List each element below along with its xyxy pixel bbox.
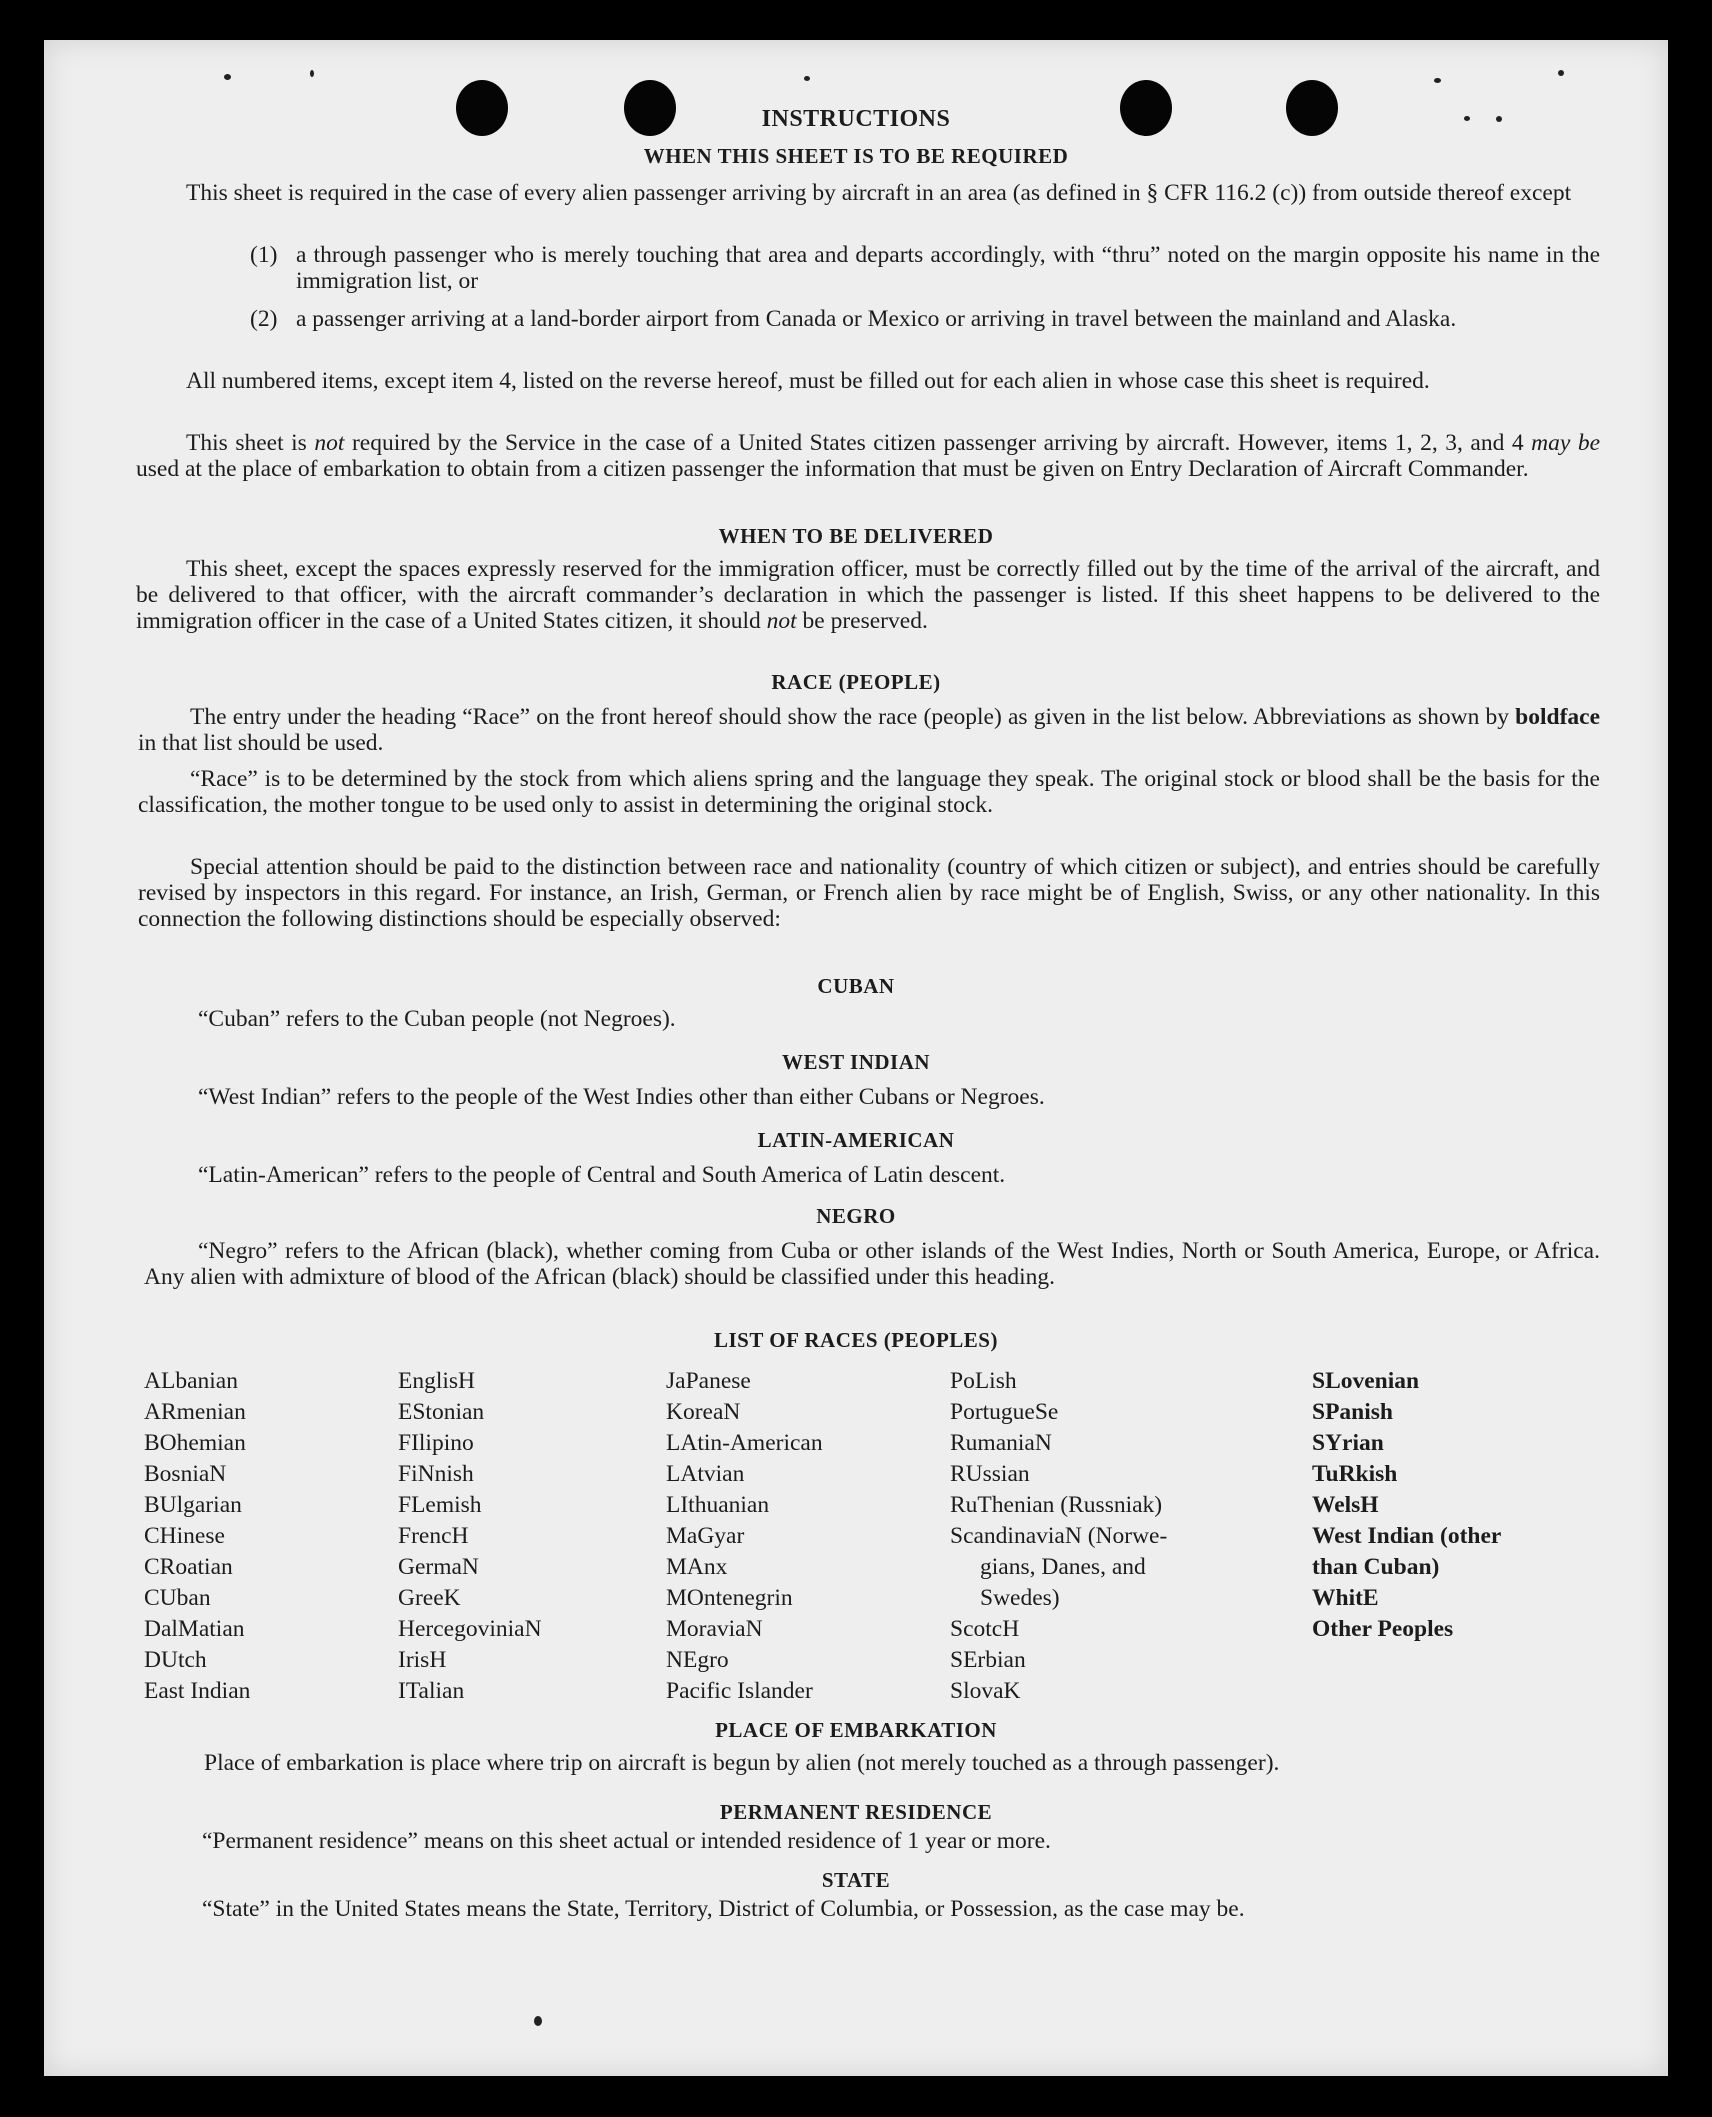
race-entry: BOhemian	[144, 1430, 246, 1456]
race-entry: SLovenian	[1312, 1368, 1420, 1394]
race-entry: HercegoviniaN	[398, 1616, 542, 1642]
race-entry: MoraviaN	[666, 1616, 763, 1642]
race-entry: PoLish	[950, 1368, 1017, 1394]
races-column-2	[398, 1366, 542, 1707]
paragraph-race-3: Special attention should be paid to the distinction between race and nationality (country of which citizen or subject), and entries should be carefully revised by inspectors in this regard. For instance, an Irish, German, or French alien by race might be of English, Swiss, or any other nationality. In this connection the following distinctions should be especially observed:	[138, 854, 1600, 932]
race-entry: Other Peoples	[1312, 1616, 1454, 1642]
heading-race: RACE (PEOPLE)	[771, 670, 941, 694]
race-entry: SYrian	[1312, 1430, 1384, 1456]
heading-west-indian: WEST INDIAN	[781, 1050, 931, 1074]
race-entry: LAtvian	[666, 1461, 745, 1487]
heading-permanent-residence: PERMANENT RESIDENCE	[719, 1800, 993, 1824]
heading-when-delivered: WHEN TO BE DELIVERED	[718, 524, 994, 548]
race-entry: CHinese	[144, 1523, 225, 1549]
race-entry: GreeK	[398, 1585, 461, 1611]
race-entry: EStonian	[398, 1399, 485, 1425]
race-entry: RuThenian (Russniak)	[950, 1492, 1163, 1518]
title: INSTRUCTIONS	[761, 106, 951, 132]
speck	[310, 70, 314, 77]
paragraph-west-indian: “West Indian” refers to the people of the West Indies other than either Cubans or Negroes.	[198, 1084, 1045, 1110]
paragraph-delivered: This sheet, except the spaces expressly reserved for the immigration officer, must be correctly filled out by the time of the arrival of the aircraft, and be delivered to that officer, with the aircraft commander’s declaration in which the passenger is listed. If this sheet happens to be delivered to the immigration officer in the case of a United States citizen, it should not be preserved.	[136, 556, 1600, 634]
heading-place-of-embarkation: PLACE OF EMBARKATION	[715, 1718, 997, 1742]
race-entry: ITalian	[398, 1678, 465, 1704]
races-column-3	[666, 1366, 823, 1707]
race-entry: BUlgarian	[144, 1492, 242, 1518]
race-entry: RumaniaN	[950, 1430, 1052, 1456]
item-2: a passenger arriving at a land-border airport from Canada or Mexico or arriving in travel between the mainland and Alaska.	[296, 306, 1457, 332]
speck	[534, 2016, 542, 2026]
race-entry: SPanish	[1312, 1399, 1393, 1425]
race-entry: ARmenian	[144, 1399, 246, 1425]
race-entry: EnglisH	[398, 1368, 476, 1394]
race-entry: ALbanian	[144, 1368, 238, 1394]
race-entry: SErbian	[950, 1647, 1026, 1673]
heading-list-of-races: LIST OF RACES (PEOPLES)	[714, 1328, 998, 1352]
paragraph-cuban: “Cuban” refers to the Cuban people (not Negroes).	[198, 1006, 676, 1032]
races-column-1	[144, 1366, 250, 1707]
heading-when-required: WHEN THIS SHEET IS TO BE REQUIRED	[643, 144, 1069, 168]
race-entry: RUssian	[950, 1461, 1030, 1487]
race-entry: West Indian (other	[1312, 1523, 1502, 1549]
document-page	[44, 40, 1668, 2076]
race-entry: DalMatian	[144, 1616, 245, 1642]
race-entry: ScotcH	[950, 1616, 1020, 1642]
race-entry: FIlipino	[398, 1430, 474, 1456]
race-entry: CRoatian	[144, 1554, 233, 1580]
heading-cuban: CUBAN	[817, 974, 895, 998]
heading-state: STATE	[821, 1868, 891, 1892]
item-number: (1)	[250, 242, 278, 268]
heading-negro: NEGRO	[816, 1204, 896, 1228]
race-entry: JaPanese	[666, 1368, 751, 1394]
race-entry: gians, Danes, and	[980, 1554, 1146, 1580]
race-entry: TuRkish	[1312, 1461, 1398, 1487]
race-entry: DUtch	[144, 1647, 207, 1673]
paragraph-race-1: The entry under the heading “Race” on the front hereof should show the race (people) as given in the list below. Abbreviations as shown by boldface in that list should be used.	[138, 704, 1601, 756]
race-entry: FrencH	[398, 1523, 469, 1549]
race-entry: Swedes)	[980, 1585, 1060, 1611]
race-entry: IrisH	[398, 1647, 447, 1673]
race-entry: BosniaN	[144, 1461, 227, 1487]
race-entry: CUban	[144, 1585, 211, 1611]
speck	[224, 74, 231, 80]
item-number: (2)	[250, 306, 278, 332]
race-entry: LIthuanian	[666, 1492, 770, 1518]
speck	[804, 76, 810, 81]
race-entry: WelsH	[1312, 1492, 1379, 1518]
races-column-4	[950, 1366, 1167, 1707]
race-entry: NEgro	[666, 1647, 729, 1673]
speck	[1558, 70, 1564, 76]
item-1: a through passenger who is merely touching that area and departs accordingly, with “thru” noted on the margin opposite his name in the immigration list, or	[296, 242, 1600, 294]
race-entry: FLemish	[398, 1492, 482, 1518]
races-column-5	[1312, 1366, 1501, 1645]
race-entry: East Indian	[144, 1678, 251, 1704]
paragraph-embarkation: Place of embarkation is place where trip on aircraft is begun by alien (not merely touched as a through passenger).	[204, 1750, 1280, 1776]
race-entry: ScandinaviaN (Norwe-	[950, 1523, 1168, 1549]
speck	[1434, 78, 1441, 83]
heading-latin-american: LATIN-AMERICAN	[757, 1128, 955, 1152]
paragraph-negro: “Negro” refers to the African (black), whether coming from Cuba or other islands of the West Indies, North or South America, Europe, or Africa. Any alien with admixture of blood of the African (black) should be classified under this heading.	[144, 1238, 1600, 1290]
race-entry: than Cuban)	[1312, 1554, 1440, 1580]
paragraph-state: “State” in the United States means the State, Territory, District of Columbia, or Possession, as the case may be.	[202, 1896, 1245, 1922]
race-entry: KoreaN	[666, 1399, 741, 1425]
paragraph-required: This sheet is required in the case of every alien passenger arriving by aircraft in an area (as defined in § CFR 116.2 (c)) from outside thereof except	[186, 180, 1572, 206]
race-entry: MaGyar	[666, 1523, 745, 1549]
paragraph-residence: “Permanent residence” means on this sheet actual or intended residence of 1 year or more.	[202, 1828, 1051, 1854]
paragraph-latin-american: “Latin-American” refers to the people of Central and South America of Latin descent.	[198, 1162, 1006, 1188]
race-entry: PortugueSe	[950, 1399, 1059, 1425]
race-entry: MOntenegrin	[666, 1585, 793, 1611]
race-entry: Pacific Islander	[666, 1678, 813, 1704]
paragraph-not-required: This sheet is not required by the Service in the case of a United States citizen passenger arriving by aircraft. However, items 1, 2, 3, and 4 may be used at the place of embarkation to obtain from a citizen passenger the information that must be given on Entry Declaration of Aircraft Commander.	[136, 430, 1601, 482]
race-entry: SlovaK	[950, 1678, 1021, 1704]
paragraph-race-2: “Race” is to be determined by the stock from which aliens spring and the language they speak. The original stock or blood shall be the basis for the classification, the mother tongue to be used only to assist in determining the original stock.	[138, 766, 1600, 818]
race-entry: WhitE	[1312, 1585, 1379, 1611]
paragraph-all-items: All numbered items, except item 4, listed on the reverse hereof, must be filled out for each alien in whose case this sheet is required.	[186, 368, 1430, 394]
race-entry: LAtin-American	[666, 1430, 823, 1456]
race-entry: MAnx	[666, 1554, 728, 1580]
race-entry: FiNnish	[398, 1461, 474, 1487]
race-entry: GermaN	[398, 1554, 479, 1580]
